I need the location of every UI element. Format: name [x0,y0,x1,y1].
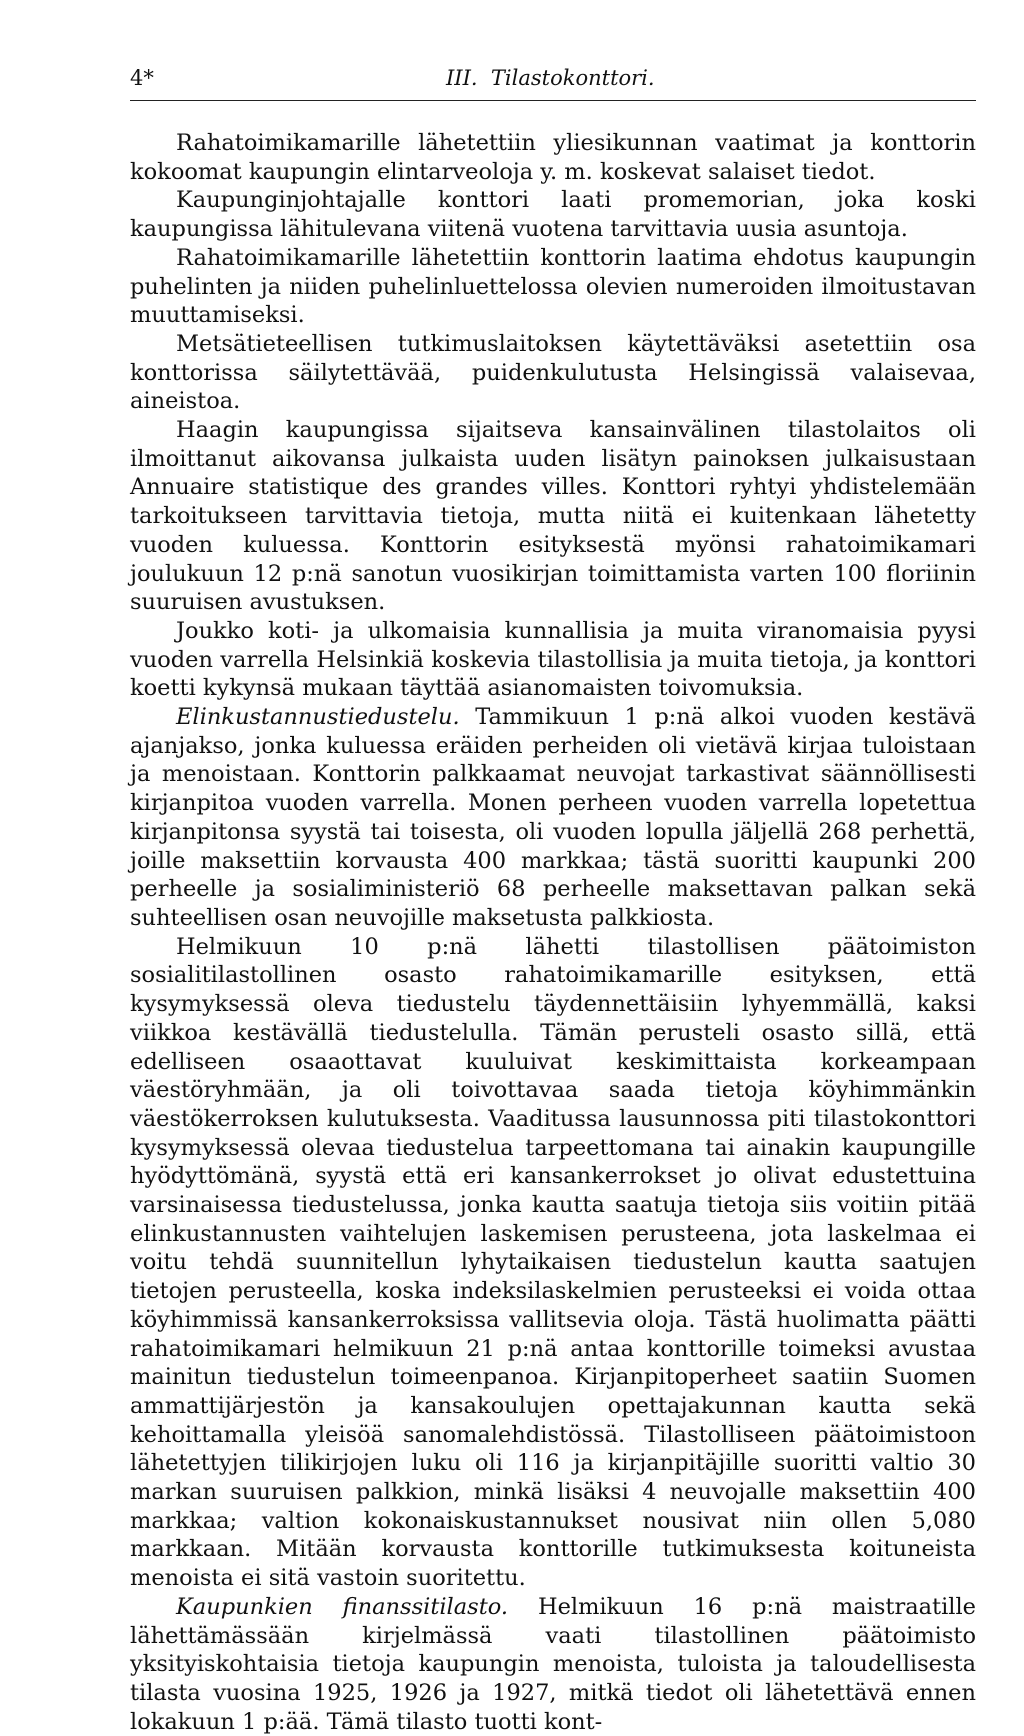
paragraph-text: Helmikuun 10 p:nä lähetti tilastollisen päätoimiston sosialitilastollinen osasto rahatoimikamarille esityksen, että kysymyksessä oleva tiedustelu täydennettäisiin lyhyemmällä, kaksi viikkoa kestävällä tiedustelulla. Tämän perusteli osasto sillä, että edelliseen osaaottavat kuuluivat keskimittaista korkeampaan väestöryhmään, ja oli toivottavaa saada tietoja köyhimmänkin väestökerroksen kulutuksesta. Vaaditussa lausunnossa piti tilastokonttori kysymyksessä olevaa tiedustelua tarpeettomana tai ainakin kaupungille hyödyttömänä, syystä että eri kansankerrokset jo olivat edustettuina varsinaisessa tiedustelussa, jonka kautta saatuja tietoja siis voitiin pitää elinkustannusten vaihtelujen laskemisen perusteena, jota laskelmaa ei voitu tehdä suunnitellun lyhytaikaisen tiedustelun kautta saatujen tietojen perusteella, koska indeksilaskelmien perusteeksi ei voida ottaa köyhimmissä kansankerroksissa vallitsevia oloja. Tästä huolimatta päätti rahatoimikamari helmikuun 21 p:nä antaa konttorille toimeksi avustaa mainitun tiedustelun toimeenpanoa. Kirjanpitoperheet saatiin Suomen ammattijärjestön ja kansakoulujen opettajakunnan kautta sekä kehoittamalla yleisöä sanomalehdistössä. Tilastolliseen päätoimistoon lähetettyjen tilikirjojen luku oli 116 ja kirjanpitäjille suoritti valtio 30 markan suuruisen palkkion, minkä lisäksi 4 neuvojalle maksettiin 400 markkaa; valtion kokonaiskustannukset nousivat niin ollen 5,080 markkaan. Mitään korvausta konttorille tutkimuksesta koituneista menoista ei sitä vastoin suoritettu. [130,933,976,1592]
section-run-in-heading: Elinkustannustiedustelu. [176,704,460,731]
paragraph-text: Rahatoimikamarille lähetettiin yliesikunnan vaatimat ja konttorin kokoomat kaupungin elintarveoloja y. m. koskevat salaiset tiedot. [130,130,976,185]
paragraph-text: Kaupunginjohtajalle konttori laati promemorian, joka koski kaupungissa lähitulevana viitenä vuotena tarvittavia uusia asuntoja. [130,187,976,243]
paragraph [130,416,976,617]
paragraph [130,330,976,416]
paragraph [130,933,976,1593]
paragraph [130,244,976,330]
body-text [130,129,976,1736]
paragraph [130,129,976,186]
running-header [130,66,976,101]
document-page [130,66,976,1736]
paragraph-text: Metsätieteellisen tutkimuslaitoksen käytettäväksi asetettiin osa konttorissa säilytettävää, puidenkulutusta Helsingissä valaisevaa, aineistoa. [130,330,976,415]
paragraph [130,1593,976,1736]
paragraph [130,703,976,933]
section-run-in-heading: Kaupunkien finanssitilasto. [176,1593,509,1620]
paragraph-text: Haagin kaupungissa sijaitseva kansainvälinen tilastolaitos oli ilmoittanut aikovansa julkaista uuden lisätyn painoksen julkaisustaan Annuaire statistique des grandes villes. Konttori ryhtyi yhdistelemään tarkoitukseen tarvittavia tietoja, mutta niitä ei kuitenkaan lähetetty vuoden kuluessa. Konttorin esityksestä myönsi rahatoimikamari joulukuun 12 p:nä sanotun vuosikirjan toimittamista varten 100 floriinin suuruisen avustuksen. [130,417,976,616]
paragraph [130,617,976,703]
paragraph-text: Helmikuun 16 p:nä maistraatille lähettämässään kirjelmässä vaati tilastollinen päätoimisto yksityiskohtaisia tietoja kaupungin menoista, tuloista ja taloudellisesta tilasta vuosina 1925, 1926 ja 1927, mitkä tiedot oli lähetettävä ennen lokakuun 1 p:ää. Tämä tilasto tuotti kont- [130,1593,976,1735]
paragraph [130,186,976,243]
chapter-title: III. Tilastokonttori. [446,66,655,90]
paragraph-text: Tammikuun 1 p:nä alkoi vuoden kestävä ajanjakso, jonka kuluessa eräiden perheiden oli vietävä kirjaa tuloistaan ja menoistaan. Konttorin palkkaamat neuvojat tarkastivat säännöllisesti kirjanpitoa vuoden varrella. Monen perheen vuoden varrella lopetettua kirjanpitonsa syystä tai toisesta, oli vuoden lopulla jäljellä 268 perhettä, joille maksettiin korvausta 400 markkaa; tästä suoritti kaupunki 200 perheelle ja sosialiministeriö 68 perheelle maksettavan palkan sekä suhteellisen osan neuvojille maksetusta palkkiosta. [130,704,976,931]
paragraph-text: Joukko koti- ja ulkomaisia kunnallisia ja muita viranomaisia pyysi vuoden varrella Helsinkiä koskevia tilastollisia ja muita tietoja, ja konttori koetti kykynsä mukaan täyttää asianomaisten toivomuksia. [130,617,976,702]
page-number: 4* [130,66,154,90]
paragraph-text: Rahatoimikamarille lähetettiin konttorin laatima ehdotus kaupungin puhelinten ja niiden puhelinluettelossa olevien numeroiden ilmoitustavan muuttamiseksi. [130,244,976,329]
